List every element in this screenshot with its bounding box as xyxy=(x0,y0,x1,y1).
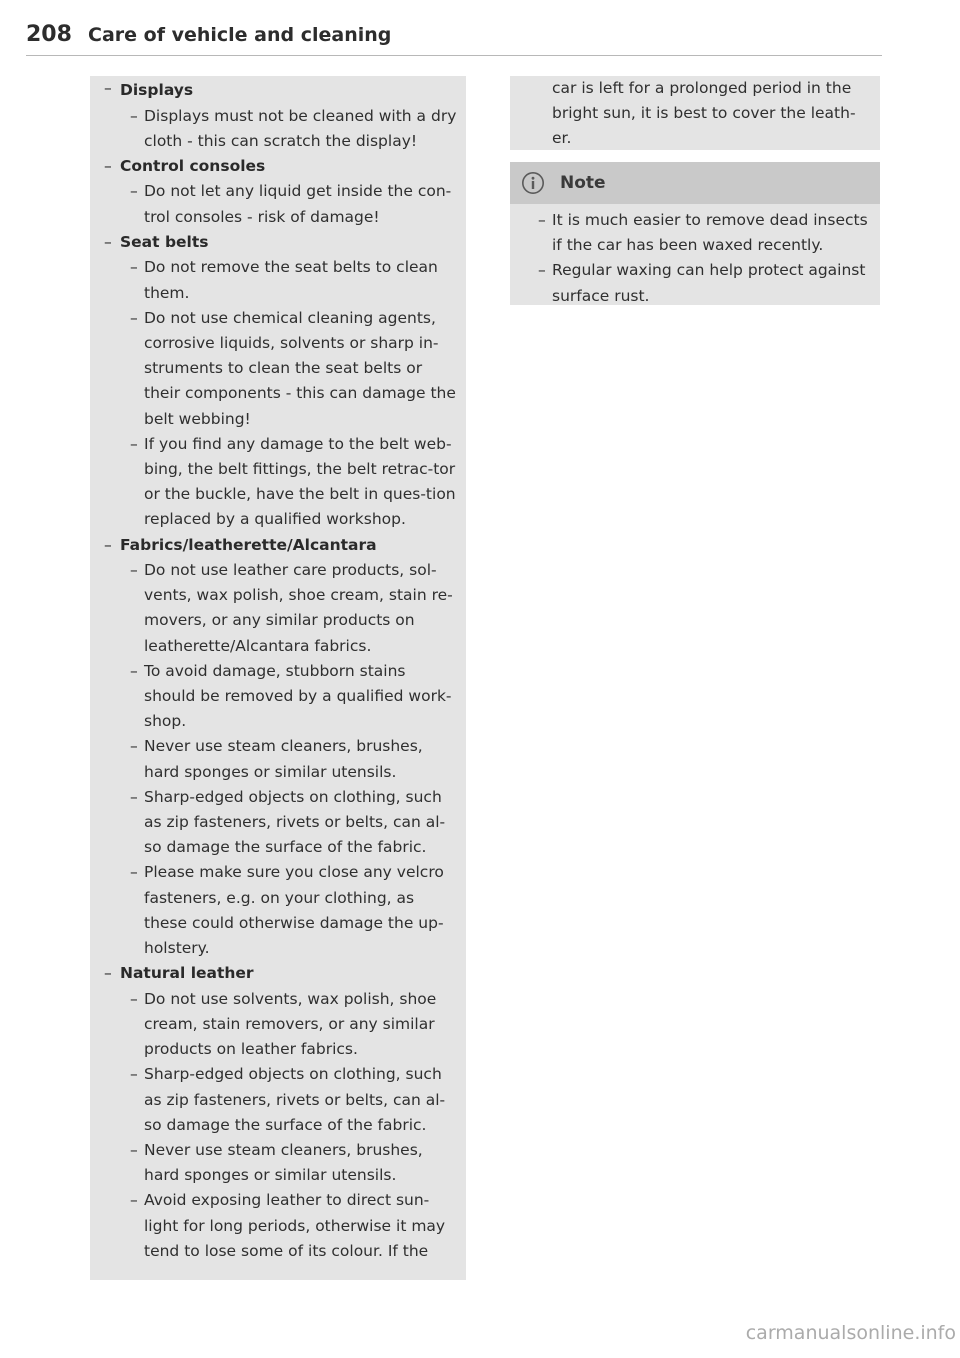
list-item xyxy=(90,860,466,961)
list-item xyxy=(90,255,466,305)
header-divider xyxy=(26,55,882,56)
list-item xyxy=(90,987,466,1063)
list-item-text: Sharp-edged objects on clothing, such as zip fasteners, rivets or belts, can al-so damage the surface of the fabric. xyxy=(144,787,446,857)
bullet-dash: – xyxy=(104,232,112,251)
watermark: carmanualsonline.info xyxy=(745,1322,956,1344)
note-item xyxy=(510,258,880,308)
page-header xyxy=(26,20,882,60)
section-title: Seat belts xyxy=(120,232,209,251)
list-item-text: Do not use solvents, wax polish, shoe cream, stain removers, or any similar products on leather fabrics. xyxy=(144,989,437,1059)
note-title: Note xyxy=(560,173,606,193)
list-item-text: If you find any damage to the belt web-bing, the belt fittings, the belt retrac-tor or the buckle, have the belt in ques-tion replaced by a qualified workshop. xyxy=(144,434,456,529)
list-item-text: Please make sure you close any velcro fasteners, e.g. on your clothing, as these could otherwise damage the up-holstery. xyxy=(144,863,444,958)
list-item-text: Displays must not be cleaned with a dry cloth - this can scratch the display! xyxy=(144,106,457,150)
note-item-text: It is much easier to remove dead insects if the car has been waxed recently. xyxy=(552,211,868,255)
list-item xyxy=(90,306,466,432)
bullet-dash: – xyxy=(130,106,138,125)
list-item xyxy=(90,1062,466,1138)
bullet-dash: – xyxy=(538,261,546,280)
note-item xyxy=(510,208,880,258)
bullet-dash: – xyxy=(130,1141,138,1160)
bullet-dash: – xyxy=(104,535,112,554)
section-title: Fabrics/leatherette/Alcantara xyxy=(120,535,377,554)
bullet-dash: – xyxy=(130,661,138,680)
bullet-dash: – xyxy=(130,561,138,580)
section-list xyxy=(90,76,466,1264)
list-item-text: Do not remove the seat belts to clean them. xyxy=(144,258,438,302)
cleaning-instructions-panel xyxy=(90,76,466,1280)
bullet-dash: – xyxy=(130,787,138,806)
list-item-text: Do not let any liquid get inside the con-trol consoles - risk of damage! xyxy=(144,182,452,226)
list-item xyxy=(90,659,466,735)
list-item xyxy=(90,432,466,533)
list-item xyxy=(90,104,466,154)
section-heading xyxy=(90,76,466,104)
list-item-text: Do not use leather care products, sol-vents, wax polish, shoe cream, stain re-movers, or any similar products on leatherette/Alcantara fabrics. xyxy=(144,561,453,655)
list-item-text: To avoid damage, stubborn stains should be removed by a qualified work-shop. xyxy=(144,661,452,731)
bullet-dash: – xyxy=(130,182,138,201)
bullet-dash: – xyxy=(130,1065,138,1084)
list-item xyxy=(90,1188,466,1264)
note-box xyxy=(510,162,880,305)
section-heading xyxy=(90,230,466,256)
list-item-text: Avoid exposing leather to direct sun-light for long periods, otherwise it may tend to lose some of its colour. If the xyxy=(144,1191,446,1260)
note-header xyxy=(510,162,880,204)
bullet-dash: – xyxy=(538,211,546,229)
info-icon xyxy=(521,171,545,195)
list-item xyxy=(90,179,466,229)
bullet-dash: – xyxy=(130,434,138,453)
continuation-panel xyxy=(510,76,880,150)
section-heading xyxy=(90,961,466,987)
chapter-title: Care of vehicle and cleaning xyxy=(88,24,392,46)
list-item-text: Never use steam cleaners, brushes, hard sponges or similar utensils. xyxy=(144,737,423,781)
list-item xyxy=(90,1138,466,1188)
section-heading xyxy=(90,533,466,559)
bullet-dash: – xyxy=(104,964,112,983)
list-item xyxy=(90,558,466,659)
section-heading xyxy=(90,154,466,180)
note-item-text: Regular waxing can help protect against surface rust. xyxy=(552,261,866,305)
bullet-dash: – xyxy=(130,737,138,756)
note-list xyxy=(510,204,880,309)
page-number: 208 xyxy=(26,22,72,47)
bullet-dash: – xyxy=(104,156,112,175)
section-title: Control consoles xyxy=(120,156,266,175)
bullet-dash: – xyxy=(130,863,138,882)
bullet-dash: – xyxy=(130,989,138,1008)
section-title: Natural leather xyxy=(120,964,254,983)
list-item-text: Do not use chemical cleaning agents, corrosive liquids, solvents or sharp in-struments to clean the seat belts or their components - this can damage the belt webbing! xyxy=(144,308,456,428)
list-item-text: Sharp-edged objects on clothing, such as zip fasteners, rivets or belts, can al-so damage the surface of the fabric. xyxy=(144,1065,446,1134)
list-item xyxy=(90,734,466,784)
section-title: Displays xyxy=(120,81,194,99)
list-item-text: Never use steam cleaners, brushes, hard sponges or similar utensils. xyxy=(144,1141,423,1185)
bullet-dash: – xyxy=(104,79,112,97)
bullet-dash: – xyxy=(130,1191,138,1210)
list-item xyxy=(90,785,466,861)
continuation-text: car is left for a prolonged period in the bright sun, it is best to cover the leath-er. xyxy=(552,79,856,148)
bullet-dash: – xyxy=(130,258,138,277)
bullet-dash: – xyxy=(130,308,138,327)
